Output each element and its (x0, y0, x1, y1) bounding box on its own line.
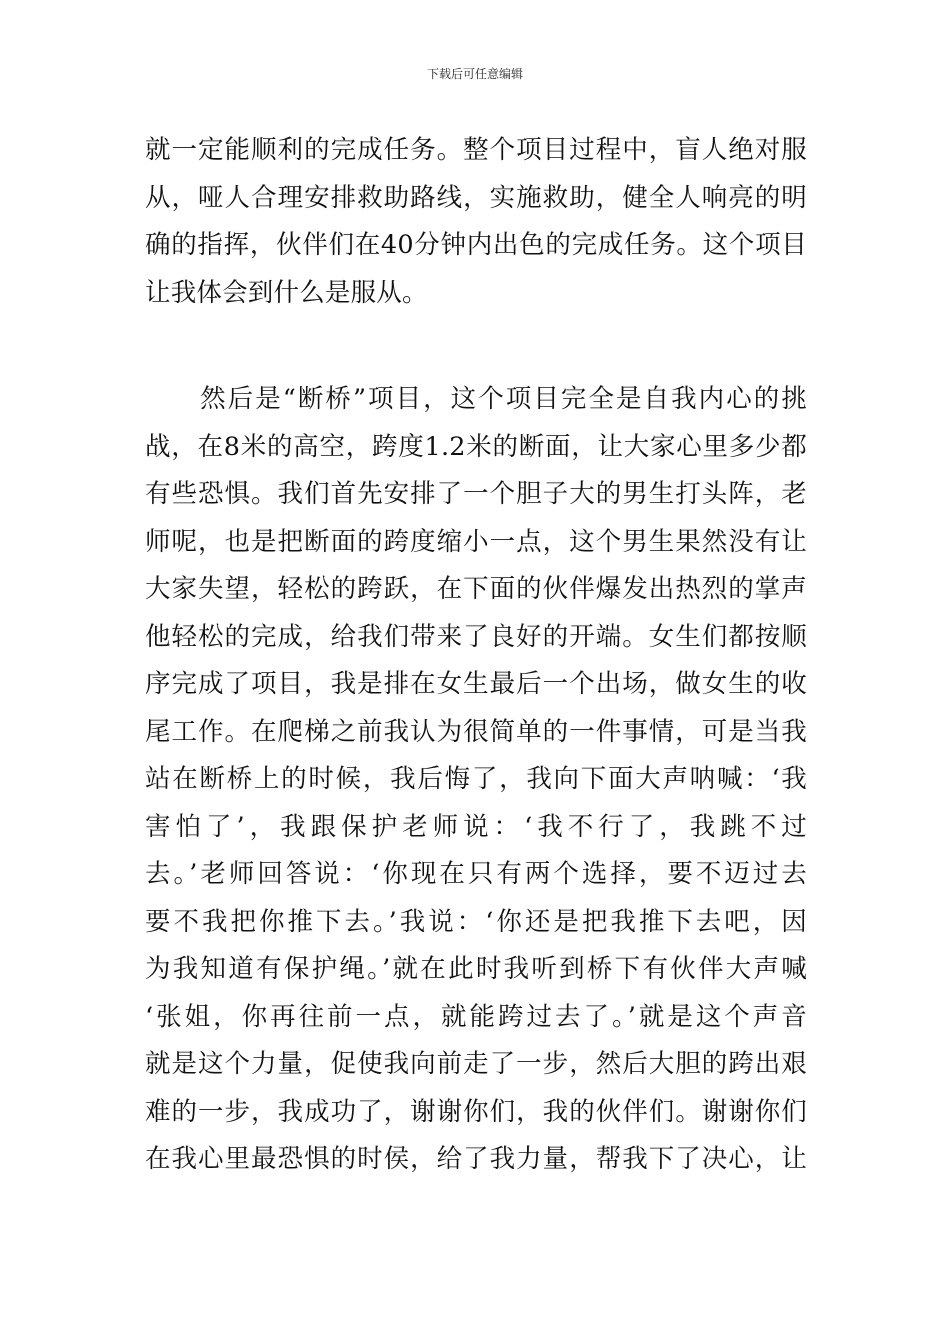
page-header: 下载后可任意编辑 (426, 67, 523, 81)
text-line: 就是这个力量，促使我向前走了一步，然后大胆的跨出艰 (145, 1049, 807, 1079)
text-line: 序完成了项目，我是排在女生最后一个出场，做女生的收 (145, 669, 807, 699)
text-line: 难的一步，我成功了，谢谢你们，我的伙伴们。谢谢你们 (145, 1096, 807, 1127)
text-line: 确的指挥，伙伴们在40分钟内出色的完成任务。这个项目 (145, 230, 807, 260)
text-line: 在我心里最恐惧的时侯，给了我力量，帮我下了决心，让 (145, 1144, 807, 1174)
text-line: 就一定能顺利的完成任务。整个项目过程中，盲人绝对服 (145, 135, 807, 165)
text-line: 有些恐惧。我们首先安排了一个胆子大的男生打头阵，老 (145, 479, 807, 509)
text-line: 大家失望，轻松的跨跃，在下面的伙伴爆发出热烈的掌声 (145, 574, 807, 604)
text-line: 站在断桥上的时候，我后悔了，我向下面大声呐喊：‘我 (145, 764, 807, 794)
text-line: 然后是“断桥”项目，这个项目完全是自我内心的挑 (145, 384, 807, 414)
text-line: 为我知道有保护绳。’就在此时我听到桥下有伙伴大声喊 (145, 954, 807, 984)
text-line: 要不我把你推下去。’我说：‘你还是把我推下去吧，因 (145, 906, 807, 937)
text-line: 去。’老师回答说：‘你现在只有两个选择，要不迈过去 (145, 859, 807, 889)
text-line: 师呢，也是把断面的跨度缩小一点，这个男生果然没有让 (145, 526, 807, 557)
text-line: 尾工作。在爬梯之前我认为很简单的一件事情，可是当我 (145, 716, 807, 747)
text-line: 从，哑人合理安排救助路线，实施救助，健全人响亮的明 (145, 182, 807, 213)
text-line: ‘张姐，你再往前一点，就能跨过去了。’就是这个声音 (145, 1001, 807, 1032)
paragraph-1 (145, 127, 807, 317)
text-line: 战，在8米的高空，跨度1.2米的断面，让大家心里多少都 (145, 431, 807, 462)
text-line: 害怕了’，我跟保护老师说：‘我不行了，我跳不过 (145, 811, 807, 842)
paragraph-2 (145, 376, 807, 1184)
text-line: 让我体会到什么是服从。 (145, 277, 428, 308)
text-line: 他轻松的完成，给我们带来了良好的开端。女生们都按顺 (145, 621, 807, 652)
